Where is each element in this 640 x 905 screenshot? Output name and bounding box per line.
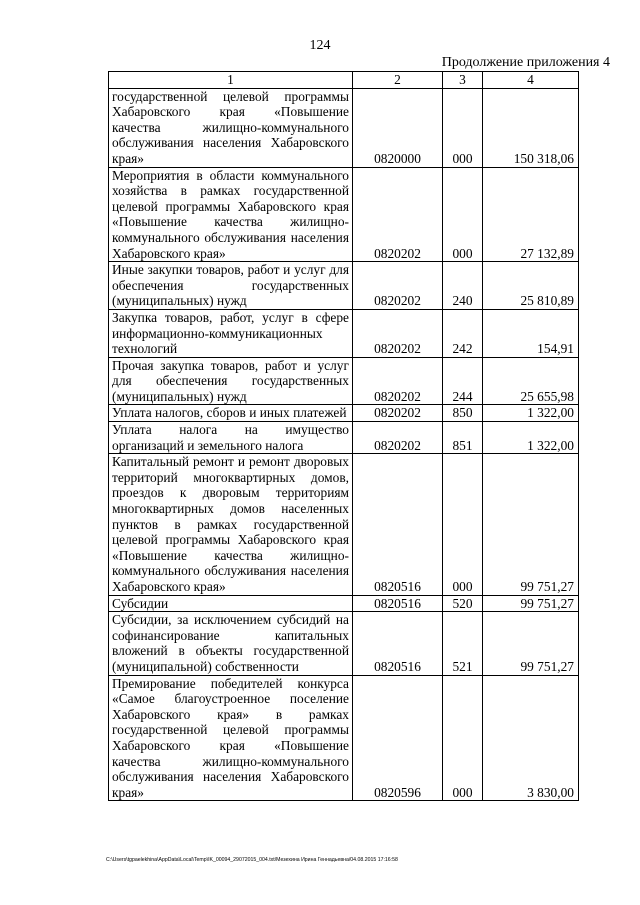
row-target-code: 0820202	[353, 262, 443, 310]
row-expense-type: 000	[443, 675, 483, 801]
row-target-code: 0820202	[353, 167, 443, 262]
column-header-2: 2	[353, 72, 443, 89]
row-amount: 25 810,89	[483, 262, 579, 310]
row-name: государственной целевой программы Хабаровского края «Повышение качества жилищно-коммунального обслуживания населения Хабаровского края»	[109, 88, 353, 167]
column-header-4: 4	[483, 72, 579, 89]
table-row	[109, 309, 579, 357]
row-amount: 150 318,06	[483, 88, 579, 167]
row-target-code: 0820202	[353, 309, 443, 357]
row-name: Капитальный ремонт и ремонт дворовых территорий многоквартирных домов, проездов к дворовым территориям многоквартирных домов населенных пунктов в рамках государственной целевой программы Хабаровского края «Повышение качества жилищно-коммунального обслуживания населения Хабаровского края»	[109, 454, 353, 595]
row-amount: 99 751,27	[483, 454, 579, 595]
table-row	[109, 612, 579, 675]
row-expense-type: 242	[443, 309, 483, 357]
row-name: Уплата налогов, сборов и иных платежей	[109, 405, 353, 422]
row-name: Прочая закупка товаров, работ и услуг для обеспечения государственных (муниципальных) нужд	[109, 357, 353, 405]
table-row	[109, 675, 579, 801]
row-expense-type: 240	[443, 262, 483, 310]
row-amount: 154,91	[483, 309, 579, 357]
budget-table	[108, 71, 579, 801]
column-number-row	[109, 72, 579, 89]
row-expense-type: 850	[443, 405, 483, 422]
row-name: Субсидии, за исключением субсидий на софинансирование капитальных вложений в объекты государственной (муниципальной) собственности	[109, 612, 353, 675]
row-target-code: 0820202	[353, 422, 443, 454]
file-path-footer: C:\Users\tgpaelekhina\AppData\Local\Temp\IK_00094_29072015_004.txt/Мезехина Ирина Геннадьевна/04.08.2015 17:16:58	[106, 857, 398, 863]
table-row	[109, 88, 579, 167]
table-row	[109, 405, 579, 422]
row-expense-type: 000	[443, 454, 483, 595]
row-expense-type: 521	[443, 612, 483, 675]
row-target-code: 0820202	[353, 357, 443, 405]
row-amount: 3 830,00	[483, 675, 579, 801]
column-header-3: 3	[443, 72, 483, 89]
row-expense-type: 244	[443, 357, 483, 405]
row-expense-type: 000	[443, 88, 483, 167]
row-amount: 99 751,27	[483, 612, 579, 675]
row-expense-type: 851	[443, 422, 483, 454]
row-amount: 1 322,00	[483, 405, 579, 422]
row-name: Закупка товаров, работ, услуг в сфере информационно-коммуникационных технологий	[109, 309, 353, 357]
row-amount: 99 751,27	[483, 595, 579, 612]
row-expense-type: 520	[443, 595, 483, 612]
table-row	[109, 595, 579, 612]
row-amount: 1 322,00	[483, 422, 579, 454]
row-target-code: 0820516	[353, 612, 443, 675]
column-header-1: 1	[109, 72, 353, 89]
continuation-label: Продолжение приложения 4	[441, 55, 610, 70]
row-amount: 25 655,98	[483, 357, 579, 405]
table-row	[109, 262, 579, 310]
row-name: Субсидии	[109, 595, 353, 612]
table-row	[109, 454, 579, 595]
row-name: Уплата налога на имущество организаций и земельного налога	[109, 422, 353, 454]
row-expense-type: 000	[443, 167, 483, 262]
row-target-code: 0820516	[353, 595, 443, 612]
table-row	[109, 422, 579, 454]
row-target-code: 0820000	[353, 88, 443, 167]
row-target-code: 0820596	[353, 675, 443, 801]
table-row	[109, 167, 579, 262]
row-target-code: 0820202	[353, 405, 443, 422]
row-amount: 27 132,89	[483, 167, 579, 262]
row-name: Мероприятия в области коммунального хозяйства в рамках государственной целевой программы Хабаровского края «Повышение качества жилищно-коммунального обслуживания населения Хабаровского края»	[109, 167, 353, 262]
row-name: Иные закупки товаров, работ и услуг для обеспечения государственных (муниципальных) нужд	[109, 262, 353, 310]
page-number: 124	[309, 38, 331, 53]
table-row	[109, 357, 579, 405]
row-target-code: 0820516	[353, 454, 443, 595]
row-name: Премирование победителей конкурса «Самое благоустроенное поселение Хабаровского края» в рамках государственной целевой программы Хабаровского края «Повышение качества жилищно-коммунального обслуживания населения Хабаровского края»	[109, 675, 353, 801]
